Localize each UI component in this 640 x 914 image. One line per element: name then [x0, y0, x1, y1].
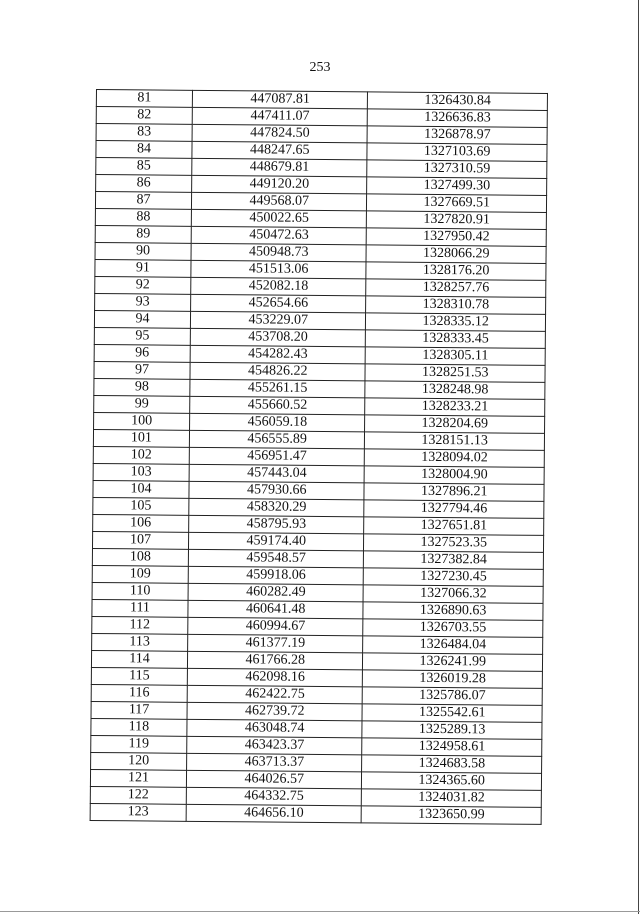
- y-coordinate-cell: 1328151.13: [365, 432, 545, 451]
- y-coordinate-cell: 1328066.29: [366, 245, 546, 264]
- y-coordinate-cell: 1325786.07: [363, 687, 543, 706]
- x-coordinate-cell: 463423.37: [187, 736, 363, 755]
- y-coordinate-cell: 1326703.55: [363, 619, 543, 638]
- x-coordinate-cell: 453229.07: [190, 311, 366, 330]
- x-coordinate-cell: 455261.15: [190, 379, 366, 398]
- x-coordinate-cell: 453708.20: [190, 328, 366, 347]
- x-coordinate-cell: 452654.66: [191, 294, 367, 313]
- point-number-cell: 118: [91, 718, 187, 736]
- point-number-cell: 116: [91, 684, 187, 702]
- y-coordinate-cell: 1328335.12: [366, 313, 546, 332]
- x-coordinate-cell: 458320.29: [189, 498, 365, 517]
- x-coordinate-cell: 451513.06: [191, 260, 367, 279]
- y-coordinate-cell: 1328305.11: [366, 347, 546, 366]
- point-number-cell: 106: [93, 514, 189, 532]
- y-coordinate-cell: 1328257.76: [366, 279, 546, 298]
- point-number-cell: 89: [95, 225, 191, 243]
- x-coordinate-cell: 464026.57: [186, 770, 362, 789]
- x-coordinate-cell: 447411.07: [192, 107, 368, 126]
- x-coordinate-cell: 463048.74: [187, 719, 363, 738]
- scan-edge-bottom: [0, 911, 640, 912]
- point-number-cell: 92: [95, 276, 191, 294]
- point-number-cell: 95: [94, 327, 190, 345]
- y-coordinate-cell: 1327950.42: [367, 228, 547, 247]
- x-coordinate-cell: 460641.48: [188, 600, 364, 619]
- x-coordinate-cell: 455660.52: [190, 396, 366, 415]
- y-coordinate-cell: 1326241.99: [363, 653, 543, 672]
- point-number-cell: 122: [90, 786, 186, 804]
- point-number-cell: 123: [90, 803, 186, 821]
- point-number-cell: 88: [95, 208, 191, 226]
- y-coordinate-cell: 1328004.90: [365, 466, 545, 485]
- point-number-cell: 107: [92, 531, 188, 549]
- point-number-cell: 85: [96, 158, 192, 176]
- point-number-cell: 90: [95, 242, 191, 260]
- y-coordinate-cell: 1326430.84: [368, 92, 548, 111]
- y-coordinate-cell: 1327651.81: [364, 517, 544, 536]
- x-coordinate-cell: 461766.28: [187, 651, 363, 670]
- x-coordinate-cell: 450472.63: [191, 226, 367, 245]
- coordinate-table-body: [90, 90, 547, 825]
- x-coordinate-cell: 457443.04: [189, 464, 365, 483]
- y-coordinate-cell: 1327794.46: [364, 500, 544, 519]
- x-coordinate-cell: 464656.10: [186, 804, 362, 823]
- y-coordinate-cell: 1323650.99: [362, 806, 542, 825]
- y-coordinate-cell: 1328233.21: [365, 398, 545, 417]
- x-coordinate-cell: 449120.20: [192, 175, 368, 194]
- point-number-cell: 113: [92, 633, 188, 651]
- y-coordinate-cell: 1327896.21: [364, 483, 544, 502]
- y-coordinate-cell: 1327382.84: [364, 551, 544, 570]
- y-coordinate-cell: 1325289.13: [362, 721, 542, 740]
- point-number-cell: 93: [95, 293, 191, 311]
- x-coordinate-cell: 448247.65: [192, 141, 368, 160]
- y-coordinate-cell: 1324958.61: [362, 738, 542, 757]
- point-number-cell: 111: [92, 599, 188, 617]
- y-coordinate-cell: 1324683.58: [362, 755, 542, 774]
- y-coordinate-cell: 1328248.98: [365, 381, 545, 400]
- y-coordinate-cell: 1327523.35: [364, 534, 544, 553]
- point-number-cell: 102: [93, 446, 189, 464]
- x-coordinate-cell: 463713.37: [187, 753, 363, 772]
- point-number-cell: 110: [92, 582, 188, 600]
- point-number-cell: 94: [94, 310, 190, 328]
- y-coordinate-cell: 1325542.61: [362, 704, 542, 723]
- y-coordinate-cell: 1326890.63: [363, 602, 543, 621]
- point-number-cell: 98: [94, 378, 190, 396]
- point-number-cell: 86: [96, 175, 192, 193]
- point-number-cell: 84: [96, 141, 192, 159]
- x-coordinate-cell: 459174.40: [189, 532, 365, 551]
- point-number-cell: 121: [90, 769, 186, 787]
- x-coordinate-cell: 448679.81: [192, 158, 368, 177]
- y-coordinate-cell: 1326878.97: [368, 126, 548, 145]
- point-number-cell: 120: [91, 752, 187, 770]
- point-number-cell: 115: [91, 667, 187, 685]
- page-number: 253: [309, 60, 331, 75]
- point-number-cell: 87: [95, 192, 191, 210]
- y-coordinate-cell: 1327499.30: [367, 177, 547, 196]
- point-number-cell: 81: [96, 90, 192, 108]
- x-coordinate-cell: 447087.81: [192, 90, 368, 109]
- point-number-cell: 83: [96, 124, 192, 142]
- y-coordinate-cell: 1327066.32: [364, 585, 544, 604]
- point-number-cell: 105: [93, 497, 189, 515]
- point-number-cell: 117: [91, 701, 187, 719]
- x-coordinate-cell: 459548.57: [188, 549, 364, 568]
- x-coordinate-cell: 456555.89: [189, 430, 365, 449]
- x-coordinate-cell: 460994.67: [188, 617, 364, 636]
- point-number-cell: 96: [94, 344, 190, 362]
- y-coordinate-cell: 1328094.02: [365, 449, 545, 468]
- x-coordinate-cell: 464332.75: [186, 787, 362, 806]
- x-coordinate-cell: 462422.75: [187, 685, 363, 704]
- x-coordinate-cell: 460282.49: [188, 583, 364, 602]
- y-coordinate-cell: 1327310.59: [367, 160, 547, 179]
- x-coordinate-cell: 457930.66: [189, 481, 365, 500]
- x-coordinate-cell: 462098.16: [187, 668, 363, 687]
- point-number-cell: 91: [95, 259, 191, 277]
- point-number-cell: 97: [94, 361, 190, 379]
- y-coordinate-cell: 1327103.69: [367, 143, 547, 162]
- point-number-cell: 109: [92, 565, 188, 583]
- y-coordinate-cell: 1328333.45: [366, 330, 546, 349]
- point-number-cell: 101: [93, 429, 189, 447]
- y-coordinate-cell: 1326019.28: [363, 670, 543, 689]
- scan-edge-right: [638, 0, 639, 914]
- y-coordinate-cell: 1326484.04: [363, 636, 543, 655]
- point-number-cell: 99: [94, 395, 190, 413]
- x-coordinate-cell: 450022.65: [191, 209, 367, 228]
- y-coordinate-cell: 1327230.45: [364, 568, 544, 587]
- x-coordinate-cell: 447824.50: [192, 124, 368, 143]
- y-coordinate-cell: 1327669.51: [367, 194, 547, 213]
- x-coordinate-cell: 454826.22: [190, 362, 366, 381]
- x-coordinate-cell: 461377.19: [188, 634, 364, 653]
- y-coordinate-cell: 1328310.78: [366, 296, 546, 315]
- y-coordinate-cell: 1327820.91: [367, 211, 547, 230]
- x-coordinate-cell: 456951.47: [189, 447, 365, 466]
- y-coordinate-cell: 1328204.69: [365, 415, 545, 434]
- x-coordinate-cell: 459918.06: [188, 566, 364, 585]
- y-coordinate-cell: 1324365.60: [362, 772, 542, 791]
- point-number-cell: 114: [91, 650, 187, 668]
- y-coordinate-cell: 1324031.82: [362, 789, 542, 808]
- y-coordinate-cell: 1328251.53: [365, 364, 545, 383]
- point-number-cell: 103: [93, 463, 189, 481]
- x-coordinate-cell: 449568.07: [191, 192, 367, 211]
- x-coordinate-cell: 454282.43: [190, 345, 366, 364]
- y-coordinate-cell: 1328176.20: [366, 262, 546, 281]
- x-coordinate-cell: 462739.72: [187, 702, 363, 721]
- point-number-cell: 82: [96, 107, 192, 125]
- x-coordinate-cell: 456059.18: [190, 413, 366, 432]
- point-number-cell: 104: [93, 480, 189, 498]
- point-number-cell: 112: [92, 616, 188, 634]
- table-row: [90, 803, 541, 824]
- x-coordinate-cell: 458795.93: [189, 515, 365, 534]
- x-coordinate-cell: 452082.18: [191, 277, 367, 296]
- x-coordinate-cell: 450948.73: [191, 243, 367, 262]
- y-coordinate-cell: 1326636.83: [368, 109, 548, 128]
- coordinate-table: [90, 89, 548, 825]
- point-number-cell: 119: [91, 735, 187, 753]
- point-number-cell: 108: [92, 548, 188, 566]
- point-number-cell: 100: [94, 412, 190, 430]
